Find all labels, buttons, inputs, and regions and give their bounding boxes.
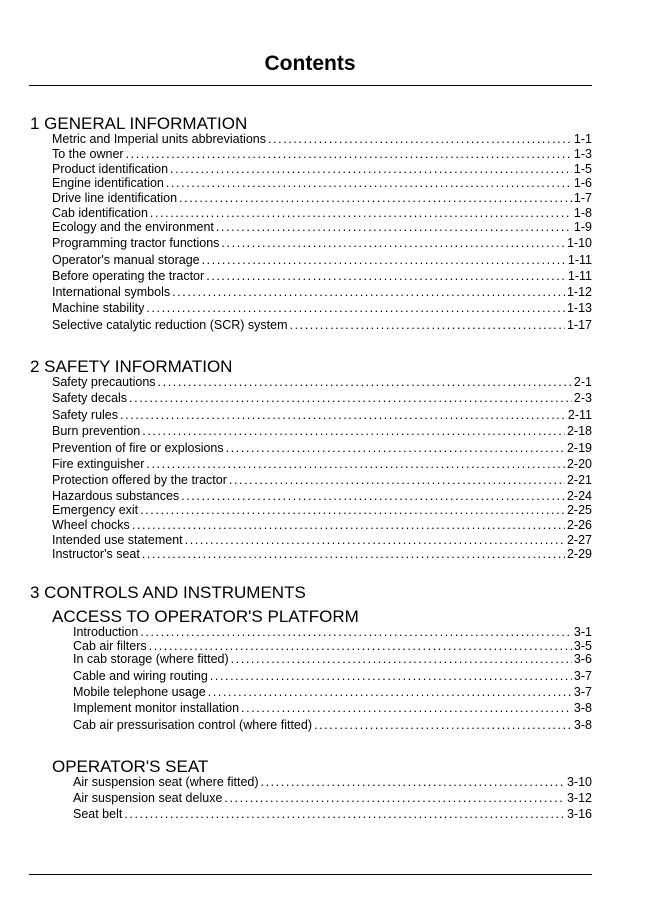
toc-entry-label: Fire extinguisher (52, 457, 145, 471)
toc-entry-label: In cab storage (where fitted) (73, 652, 229, 666)
toc-entry-label: Cable and wiring routing (73, 669, 208, 683)
toc-entry-page: 2-3 (573, 391, 592, 405)
toc-entry[interactable] (52, 301, 592, 316)
toc-entry-label: Before operating the tractor (52, 269, 205, 283)
toc-entry[interactable] (73, 625, 592, 640)
dot-leader (146, 301, 565, 316)
toc-entry-page: 2-25 (566, 503, 592, 517)
toc-entry-page: 1-11 (567, 253, 592, 267)
dot-leader (146, 457, 565, 472)
section-heading: 3 CONTROLS AND INSTRUMENTS (30, 583, 306, 602)
toc-entry-label: Implement monitor installation (73, 701, 240, 715)
toc-entry-page: 2-18 (566, 424, 592, 438)
toc-entry[interactable] (73, 775, 592, 790)
dot-leader (216, 220, 572, 235)
toc-entry[interactable] (52, 253, 592, 268)
toc-entry-label: Emergency exit (52, 503, 139, 517)
dot-leader (132, 518, 565, 533)
toc-entry-page: 1-3 (573, 147, 592, 161)
toc-entry-page: 1-17 (566, 318, 592, 332)
toc-entry-page: 2-27 (566, 533, 592, 547)
dot-leader (229, 473, 565, 488)
dot-leader (290, 318, 565, 333)
dot-leader (126, 147, 572, 162)
toc-entry-label: Intended use statement (52, 533, 183, 547)
dot-leader (140, 625, 572, 640)
toc-entry[interactable] (52, 147, 592, 162)
toc-entry-label: Air suspension seat (where fitted) (73, 775, 259, 789)
toc-entry-page: 3-6 (573, 652, 592, 666)
dot-leader (231, 652, 572, 667)
toc-entry[interactable] (52, 191, 592, 206)
toc-entry-page: 1-5 (573, 162, 592, 176)
toc-entry[interactable] (73, 791, 592, 806)
toc-entry-label: To the owner (52, 147, 124, 161)
section-heading: 1 GENERAL INFORMATION (30, 114, 248, 133)
toc-entry[interactable] (52, 547, 592, 562)
toc-entry-label: Cab air filters (73, 639, 147, 653)
dot-leader (224, 791, 565, 806)
dot-leader (181, 489, 565, 504)
toc-entry-page: 1-6 (573, 176, 592, 190)
page-title: Contents (264, 52, 356, 75)
toc-entry-page: 2-19 (566, 441, 592, 455)
toc-entry[interactable] (52, 473, 592, 488)
toc-entry-label: Protection offered by the tractor (52, 473, 227, 487)
toc-entry-label: Engine identification (52, 176, 164, 190)
toc-entry-page: 1-11 (567, 269, 592, 283)
toc-entry[interactable] (52, 457, 592, 472)
dot-leader (158, 375, 572, 390)
dot-leader (314, 718, 572, 733)
toc-entry[interactable] (52, 375, 592, 390)
toc-entry[interactable] (52, 176, 592, 191)
toc-entry[interactable] (52, 424, 592, 439)
toc-entry-page: 1-1 (573, 132, 592, 146)
toc-entry-page: 3-12 (566, 791, 592, 805)
toc-entry[interactable] (52, 285, 592, 300)
toc-entry[interactable] (52, 236, 592, 251)
toc-entry-label: Burn prevention (52, 424, 141, 438)
toc-entry-label: Safety decals (52, 391, 128, 405)
dot-leader (202, 253, 566, 268)
toc-entry[interactable] (52, 206, 592, 221)
toc-entry-label: Instructor's seat (52, 547, 140, 561)
subsection-heading: OPERATOR'S SEAT (52, 757, 209, 776)
subsection-heading: ACCESS TO OPERATOR'S PLATFORM (52, 607, 359, 626)
dot-leader (150, 206, 572, 221)
dot-leader (221, 236, 565, 251)
toc-entry-label: Selective catalytic reduction (SCR) system (52, 318, 288, 332)
toc-entry-label: Metric and Imperial units abbreviations (52, 132, 266, 146)
toc-entry-page: 3-7 (573, 669, 592, 683)
dot-leader (241, 701, 572, 716)
toc-entry-page: 2-26 (566, 518, 592, 532)
toc-entry-page: 1-8 (573, 206, 592, 220)
toc-entry-label: Cab air pressurisation control (where fitted) (73, 718, 312, 732)
toc-entry-page: 3-16 (566, 807, 592, 821)
toc-entry-page: 3-5 (573, 639, 592, 653)
toc-entry-label: Operator's manual storage (52, 253, 200, 267)
toc-entry-label: Air suspension seat deluxe (73, 791, 223, 805)
dot-leader (226, 441, 565, 456)
dot-leader (120, 408, 566, 423)
toc-entry-label: Mobile telephone usage (73, 685, 206, 699)
toc-entry-label: Introduction (73, 625, 139, 639)
dot-leader (185, 533, 565, 548)
toc-entry-label: Ecology and the environment (52, 220, 214, 234)
dot-leader (172, 285, 565, 300)
bottom-divider (29, 874, 592, 875)
toc-entry-label: Seat belt (73, 807, 123, 821)
toc-entry[interactable] (52, 269, 592, 284)
toc-entry-label: Safety precautions (52, 375, 156, 389)
dot-leader (129, 391, 572, 406)
toc-entry[interactable] (73, 807, 592, 822)
dot-leader (261, 775, 565, 790)
toc-entry[interactable] (73, 701, 592, 716)
toc-entry[interactable] (52, 533, 592, 548)
top-divider (29, 85, 592, 86)
toc-entry-page: 3-1 (573, 625, 592, 639)
dot-leader (206, 269, 566, 284)
section-heading: 2 SAFETY INFORMATION (30, 357, 233, 376)
toc-entry-label: Prevention of fire or explosions (52, 441, 224, 455)
toc-entry[interactable] (73, 669, 592, 684)
toc-entry[interactable] (52, 220, 592, 235)
toc-entry[interactable] (52, 441, 592, 456)
dot-leader (179, 191, 572, 206)
toc-entry-page: 3-10 (566, 775, 592, 789)
toc-entry-label: Cab identification (52, 206, 148, 220)
toc-entry-page: 2-21 (566, 473, 592, 487)
toc-entry-label: Machine stability (52, 301, 145, 315)
toc-entry-page: 2-1 (573, 375, 592, 389)
dot-leader (170, 162, 572, 177)
dot-leader (210, 669, 572, 684)
toc-entry-page: 1-12 (566, 285, 592, 299)
toc-entry[interactable] (52, 408, 592, 423)
toc-entry[interactable] (52, 518, 592, 533)
toc-entry[interactable] (52, 503, 592, 518)
toc-entry[interactable] (73, 718, 592, 733)
toc-entry-label: Safety rules (52, 408, 119, 422)
toc-entry-label: Programming tractor functions (52, 236, 220, 250)
toc-entry[interactable] (52, 162, 592, 177)
dot-leader (124, 807, 565, 822)
toc-entry-page: 1-9 (573, 220, 592, 234)
toc-entry-page: 2-11 (567, 408, 592, 422)
toc-entry-page: 3-8 (573, 701, 592, 715)
dot-leader (166, 176, 572, 191)
toc-entry[interactable] (73, 652, 592, 667)
toc-entry[interactable] (52, 318, 592, 333)
toc-entry[interactable] (52, 391, 592, 406)
toc-entry-page: 1-7 (573, 191, 592, 205)
toc-entry[interactable] (73, 685, 592, 700)
toc-entry-page: 2-29 (566, 547, 592, 561)
toc-entry-label: Product identification (52, 162, 169, 176)
toc-entry[interactable] (52, 132, 592, 147)
toc-entry-page: 1-13 (566, 301, 592, 315)
toc-entry-label: Hazardous substances (52, 489, 180, 503)
dot-leader (142, 547, 565, 562)
toc-entry-label: Wheel chocks (52, 518, 130, 532)
dot-leader (140, 503, 565, 518)
dot-leader (208, 685, 572, 700)
dot-leader (142, 424, 565, 439)
dot-leader (268, 132, 572, 147)
toc-entry-label: International symbols (52, 285, 171, 299)
toc-entry-page: 3-8 (573, 718, 592, 732)
toc-entry-page: 3-7 (573, 685, 592, 699)
toc-entry-page: 2-24 (566, 489, 592, 503)
toc-entry-label: Drive line identification (52, 191, 178, 205)
toc-entry[interactable] (52, 489, 592, 504)
toc-entry-page: 2-20 (566, 457, 592, 471)
toc-entry-page: 1-10 (566, 236, 592, 250)
